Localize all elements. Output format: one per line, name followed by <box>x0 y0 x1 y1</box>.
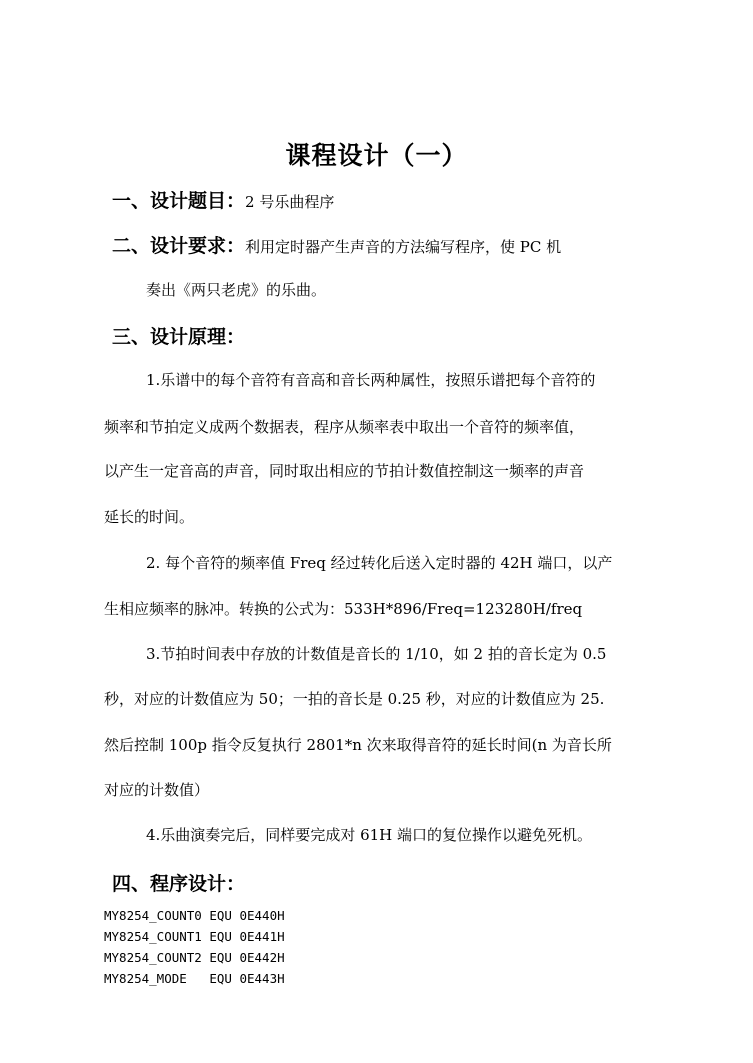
paragraph-line: 2. 每个音符的频率值 Freq 经过转化后送入定时器的 42H 端口，以产 <box>146 554 613 572</box>
document-title: 课程设计（一） <box>285 141 468 170</box>
requirements-continuation: 奏出《两只老虎》的乐曲。 <box>146 281 327 299</box>
paragraph-line: 然后控制 100p 指令反复执行 2801*n 次来取得音符的延长时间(n 为音长所 <box>104 736 612 754</box>
paragraph-line: 1.乐谱中的每个音符有音高和音长两种属性，按照乐谱把每个音符的 <box>146 371 596 389</box>
section-requirements-value: 利用定时器产生声音的方法编写程序，使 PC 机 <box>245 238 562 256</box>
code-line: MY8254_COUNT2 EQU 0E442H <box>104 950 285 965</box>
code-line: MY8254_COUNT1 EQU 0E441H <box>104 929 285 944</box>
paragraph-line: 4.乐曲演奏完后，同样要完成对 61H 端口的复位操作以避免死机。 <box>146 826 593 844</box>
section-heading-program: 四、程序设计： <box>112 873 246 895</box>
code-line: MY8254_MODE EQU 0E443H <box>104 971 285 986</box>
paragraph-line: 延长的时间。 <box>104 508 195 526</box>
section-heading-topic <box>112 186 334 213</box>
section-topic-value: 2 号乐曲程序 <box>245 193 335 211</box>
section-heading-label: 一、设计题目： <box>112 190 246 212</box>
section-heading-requirements <box>112 231 561 258</box>
paragraph-line: 对应的计数值） <box>104 781 210 799</box>
code-block <box>104 905 285 989</box>
section-heading-principles: 三、设计原理： <box>112 326 246 348</box>
paragraph-line: 以产生一定音高的声音，同时取出相应的节拍计数值控制这一频率的声音 <box>104 462 585 480</box>
code-line: MY8254_COUNT0 EQU 0E440H <box>104 908 285 923</box>
paragraph-line: 生相应频率的脉冲。转换的公式为：533H*896/Freq=123280H/freq <box>104 600 583 618</box>
paragraph-line: 3.节拍时间表中存放的计数值是音长的 1/10，如 2 拍的音长定为 0.5 <box>146 645 607 663</box>
paragraph-line: 频率和节拍定义成两个数据表，程序从频率表中取出一个音符的频率值， <box>104 418 585 436</box>
section-heading-label: 二、设计要求： <box>112 235 246 257</box>
paragraph-line: 秒，对应的计数值应为 50；一拍的音长是 0.25 秒，对应的计数值应为 25. <box>104 690 605 708</box>
